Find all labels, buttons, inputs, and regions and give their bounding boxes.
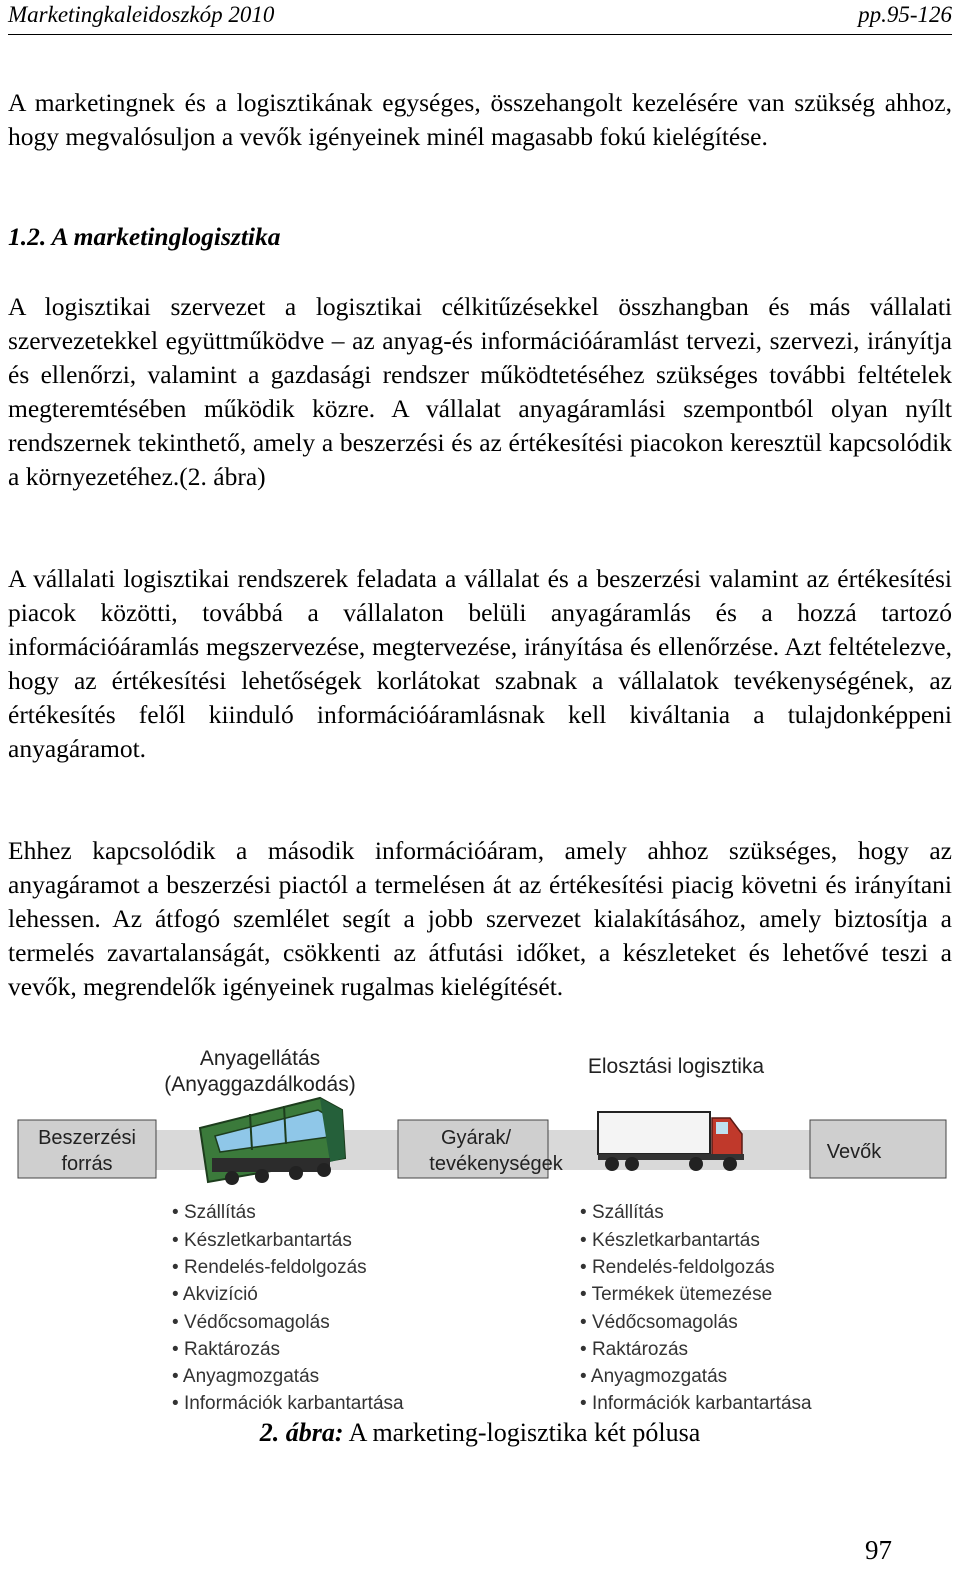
right-list-item: Rendelés-feldolgozás (591, 1257, 775, 1278)
left-list-item: Raktározás (183, 1339, 281, 1360)
svg-text:• Raktározás: • Raktározás (580, 1339, 689, 1360)
right-list-item: Információk karbantartása (591, 1393, 812, 1414)
svg-text:• Információk karbantartása: • Információk karbantartása (172, 1393, 404, 1414)
train-icon (200, 1098, 345, 1185)
svg-text:• Szállítás: • Szállítás (580, 1202, 664, 1223)
factory-box-label-1: Gyárak/ (440, 1127, 512, 1149)
right-list-item: Szállítás (591, 1202, 664, 1223)
left-list-item: Készletkarbantartás (183, 1230, 352, 1251)
source-box-label-2: forrás (61, 1153, 113, 1175)
right-title: Elosztási logisztika (587, 1055, 765, 1078)
right-list-item: Raktározás (591, 1339, 689, 1360)
svg-text:• Anyagmozgatás: • Anyagmozgatás (580, 1366, 728, 1387)
svg-text:• Raktározás: • Raktározás (172, 1339, 281, 1360)
page-range: pp.95-126 (858, 2, 952, 27)
left-list-item: Információk karbantartása (183, 1393, 404, 1414)
right-activity-list (580, 1202, 812, 1414)
svg-text:• Védőcsomagolás: • Védőcsomagolás (172, 1312, 330, 1333)
customers-box (810, 1120, 946, 1178)
section-heading: 1.2. A marketinglogisztika (8, 222, 281, 251)
right-list-item: Anyagmozgatás (590, 1366, 728, 1387)
source-box-label-1: Beszerzési (38, 1127, 136, 1149)
figure-title: A marketing-logisztika két pólusa (343, 1418, 701, 1447)
svg-text:• Szállítás: • Szállítás (172, 1202, 256, 1223)
left-list-item: Rendelés-feldolgozás (183, 1257, 367, 1278)
figure-label: 2. ábra: (259, 1418, 344, 1447)
left-activity-list (172, 1202, 404, 1414)
figure-caption (0, 1418, 960, 1448)
customers-box-label: Vevők (826, 1141, 882, 1163)
left-list-item: Akvizíció (182, 1284, 258, 1305)
factory-box (398, 1120, 564, 1178)
svg-text:• Információk karbantartása: • Információk karbantartása (580, 1393, 812, 1414)
svg-text:• Rendelés-feldolgozás: • Rendelés-feldolgozás (580, 1257, 775, 1278)
paragraph-logistics-org: A logisztikai szervezet a logisztikai célkitűzésekkel összhangban és más vállalati szervezetekkel együttműködve – az anyag-és információáramlást tervezi, szervezi, irányítja és ellenőrzi, valamint a gazdasági rendszer működtetéséhez szükséges további feltételek megteremtésében működik közre. A vállalat anyagáramlási szempontból olyan nyílt rendszernek tekinthető, amely a beszerzési és az értékesítési piacokon keresztül kapcsolódik a környezetéhez.(2. ábra) (8, 292, 952, 491)
left-list-item: Védőcsomagolás (183, 1312, 330, 1333)
left-title-line2: (Anyaggazdálkodás) (164, 1073, 356, 1096)
page-number: 97 (865, 1535, 892, 1565)
marketing-logistics-diagram (0, 1040, 960, 1420)
left-list-item: Anyagmozgatás (182, 1366, 320, 1387)
right-list-item: Védőcsomagolás (591, 1312, 738, 1333)
svg-text:• Rendelés-feldolgozás: • Rendelés-feldolgozás (172, 1257, 367, 1278)
right-list-item: Termékek ütemezése (591, 1284, 773, 1305)
paragraph-information-flow: Ehhez kapcsolódik a második információáram, amely ahhoz szükséges, hogy az anyagáramot a beszerzési piactól a termelésen át az értékesítési piacig követni és irányítani lehessen. Az átfogó szemlélet segít a jobb szervezet kialakításához, amely biztosítja a termelés zavartalanságát, csökkenti az átfutási időket, a készleteket és lehetővé teszi a vevők, megrendelők igényeinek rugalmas kielégítését. (8, 836, 952, 1001)
svg-text:• Anyagmozgatás: • Anyagmozgatás (172, 1366, 320, 1387)
journal-title: Marketingkaleidoszkóp 2010 (8, 2, 275, 27)
paragraph-intro: A marketingnek és a logisztikának egységes, összehangolt kezelésére van szükség ahhoz, hogy megvalósuljon a vevők igényeinek minél magasabb fokú kielégítése. (8, 88, 952, 151)
left-list-item: Szállítás (183, 1202, 256, 1223)
svg-text:• Termékek ütemezése: • Termékek ütemezése (580, 1284, 773, 1305)
right-list-item: Készletkarbantartás (591, 1230, 760, 1251)
svg-text:• Akvizíció: • Akvizíció (172, 1284, 258, 1305)
running-header (8, 0, 952, 35)
paragraph-logistics-systems: A vállalati logisztikai rendszerek feladata a vállalat és a beszerzési valamint az értékesítési piacok közötti, továbbá a vállalaton belüli anyagáramlás és a hozzá tartozó információáramlás megszervezése, megtervezése, irányítása és ellenőrzése. Azt feltételezve, hogy az értékesítési lehetőségek korlátokat szabnak a vállalatok tevékenységének, az értékesítés felől kiinduló információáramlásnak kell kiváltania a tulajdonképpeni anyagáramot. (8, 564, 952, 763)
factory-box-label-2: tevékenységek (429, 1153, 563, 1175)
svg-text:• Védőcsomagolás: • Védőcsomagolás (580, 1312, 738, 1333)
svg-text:• Készletkarbantartás: • Készletkarbantartás (172, 1230, 352, 1251)
svg-text:• Készletkarbantartás: • Készletkarbantartás (580, 1230, 760, 1251)
left-title-line1: Anyagellátás (199, 1047, 321, 1070)
source-box (18, 1120, 156, 1178)
